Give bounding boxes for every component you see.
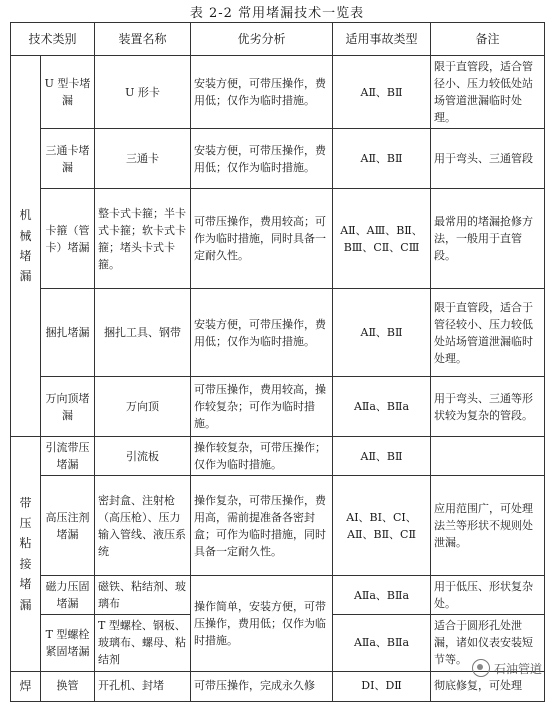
device-cell: 磁铁、粘结剂、玻璃布 [95,576,191,615]
types-cell: AⅡ、BⅡ [333,129,431,189]
types-cell: DⅠ、DⅡ [333,671,431,701]
subtype-cell: 换管 [41,671,95,701]
note-cell: 适合于圆形孔处泄漏，诸如仪表安装短节等。 [431,615,545,671]
types-cell: AⅡ、BⅡ [333,437,431,476]
device-cell: 捆扎工具、钢带 [95,289,191,377]
note-cell: 限于直管段，适合于管径较小、压力较低处站场管道泄漏临时处理。 [431,289,545,377]
table-title: 表 2-2 常用堵漏技术一览表 [189,6,365,21]
analysis-cell: 安装方便，可带压操作，费用低；仅作为临时措施。 [191,129,333,189]
subtype-cell: 卡箍（管卡）堵漏 [41,189,95,289]
device-cell: 开孔机、封堵 [95,671,191,701]
table-row [11,437,545,476]
types-cell: AⅡ、AⅢ、BⅡ、BⅢ、CⅡ、CⅢ [333,189,431,289]
note-cell: 彻底修复，可处理 [431,671,545,701]
header-category: 技术类别 [11,23,95,56]
device-cell: U 形卡 [95,56,191,129]
table-row [11,289,545,377]
watermark [472,659,542,677]
note-cell: 用于低压、形状复杂处。 [431,576,545,615]
device-cell: 引流板 [95,437,191,476]
subtype-cell: T 型螺栓紧固堵漏 [41,615,95,671]
subtype-cell: 引流带压堵漏 [41,437,95,476]
category-mechanical: 机 械 堵 漏 [11,56,41,437]
note-cell: 用于弯头、三通等形状较为复杂的管段。 [431,377,545,437]
leak-sealing-table [10,22,545,702]
types-cell: AⅡa、BⅡa [333,377,431,437]
header-analysis: 优劣分析 [191,23,333,56]
analysis-cell: 操作较复杂，可带压操作；仅作为临时措施。 [191,437,333,476]
device-cell: T 型螺栓、钢板、玻璃布、螺母、粘结剂 [95,615,191,671]
types-cell: AⅡ、BⅡ [333,289,431,377]
header-row [11,23,545,56]
header-types: 适用事故类型 [333,23,431,56]
table-row [11,476,545,576]
device-cell: 密封盒、注射枪（高压枪）、压力输入管线、液压系统 [95,476,191,576]
device-cell: 三通卡 [95,129,191,189]
subtype-cell: 三通卡堵漏 [41,129,95,189]
header-note: 备注 [431,23,545,56]
table-row [11,576,545,615]
header-device: 装置名称 [95,23,191,56]
table-row [11,377,545,437]
subtype-cell: 捆扎堵漏 [41,289,95,377]
analysis-cell: 操作简单，安装方便，可带压操作，费用低；仅作为临时措施。 [191,576,333,671]
analysis-cell: 可带压操作，费用较高；可作为临时措施，同时具备一定耐久性。 [191,189,333,289]
category-welding: 焊 [11,671,41,701]
analysis-cell: 操作复杂，可带压操作，费用高，需前提准备各密封盒；可作为临时措施，同时具备一定耐久性。 [191,476,333,576]
note-cell: 最常用的堵漏抢修方法，一般用于直管段。 [431,189,545,289]
analysis-cell: 可带压操作，费用较高，操作较复杂；可作为临时措施。 [191,377,333,437]
subtype-cell: 万向顶堵漏 [41,377,95,437]
device-cell: 整卡式卡箍；半卡式卡箍；软卡式卡箍；堵头卡式卡箍。 [95,189,191,289]
analysis-cell: 安装方便，可带压操作，费用低；仅作为临时措施。 [191,56,333,129]
subtype-cell: 磁力压固堵漏 [41,576,95,615]
table-row [11,129,545,189]
wechat-logo-icon [472,659,490,677]
category-bonding: 带 压 粘 接 堵 漏 [11,437,41,671]
analysis-cell: 可带压操作，完成永久修 [191,671,333,701]
types-cell: AⅠ、BⅠ、CⅠ、AⅡ、BⅡ、CⅡ [333,476,431,576]
types-cell: AⅡa、BⅡa [333,576,431,615]
types-cell: AⅡa、BⅡa [333,615,431,671]
types-cell: AⅡ、BⅡ [333,56,431,129]
note-cell [431,437,545,476]
note-cell: 用于弯头、三通管段 [431,129,545,189]
watermark-text: 石油管道 [493,661,542,676]
table-row [11,189,545,289]
table-row [11,56,545,129]
subtype-cell: U 型卡堵漏 [41,56,95,129]
analysis-cell: 安装方便，可带压操作，费用低；仅作为临时措施。 [191,289,333,377]
subtype-cell: 高压注剂堵漏 [41,476,95,576]
note-cell: 限于直管段，适合管径小、压力较低处站场管道泄漏临时处理。 [431,56,545,129]
device-cell: 万向顶 [95,377,191,437]
note-cell: 应用范围广，可处理法兰等形状不规则处泄漏。 [431,476,545,576]
